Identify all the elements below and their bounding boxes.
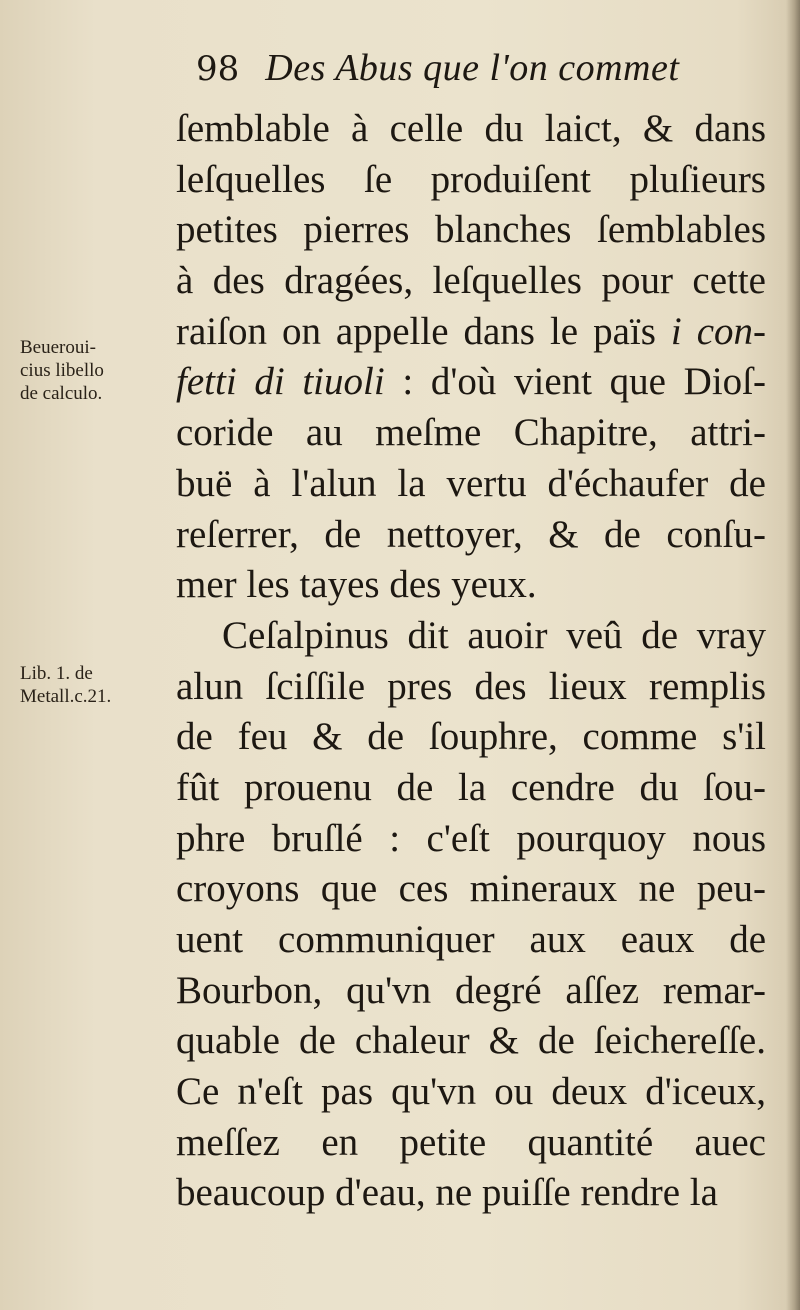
page-number: 98 [196,49,240,89]
text-line [176,966,766,1017]
margin-note-line: Beueroui- [20,337,96,358]
line-text: alun ſciſſile pres des lieux remplis [176,664,766,708]
text-line [176,408,766,459]
line-text: fût prouenu de la cendre du ſou- [176,765,766,809]
line-text: ſemblable à celle du laict, & dans [176,107,766,150]
margin-note-line: de calculo. [20,383,103,404]
text-line [176,712,766,763]
line-text: petites pierres blanches ſemblables [176,208,766,252]
text-line [176,560,766,611]
line-text: Ceſalpinus dit auoir veû de vray [222,613,766,657]
running-title: Des Abus que l'on commet [265,47,680,89]
line-text: uent communiquer aux eaux de [176,918,766,961]
line-text: Bourbon, qu'vn degré aſſez remar- [176,968,766,1012]
line-text: à des dragées, leſquelles pour cette [176,259,766,303]
italic-phrase: i con- [670,309,766,353]
line-text: coride au meſme Chapitre, attri- [176,411,766,455]
text-line [176,814,766,865]
text-line [176,510,766,561]
text-line [176,611,766,662]
margin-note-line: cius libello [20,360,104,381]
margin-note [20,662,180,708]
page-edge-shadow [786,0,800,1310]
body-text [176,104,766,1219]
line-text: raiſon on appelle dans le païs [176,309,671,353]
text-line [176,256,766,307]
text-line [176,205,766,256]
line-text: quable de chaleur & de ſeichereſſe. [176,1019,766,1063]
line-text: de feu & de ſouphre, comme s'il [176,715,766,759]
line-text: meſſez en petite quantité auec [176,1120,766,1164]
line-text: beaucoup d'eau, ne puiſſe rendre la [176,1171,718,1215]
margin-note-line: Lib. 1. de [20,663,93,684]
text-line [176,104,766,155]
line-text: mer les tayes des yeux. [176,563,537,607]
text-line [176,662,766,713]
line-text: : d'où vient que Dioſ- [384,360,766,404]
text-line [176,915,766,966]
text-line [176,1067,766,1118]
text-line [176,357,766,408]
text-line [176,155,766,206]
margin-note-line: Metall.c.21. [20,686,112,707]
text-line [176,864,766,915]
line-text: reſerrer, de nettoyer, & de conſu- [176,512,766,556]
line-text: buë à l'alun la vertu d'échaufer de [176,461,766,505]
text-line [176,307,766,358]
text-line [176,1168,766,1219]
text-line [176,1016,766,1067]
margin-note [20,336,180,405]
text-line [176,459,766,510]
text-line [176,1118,766,1169]
italic-phrase: fetti di tiuoli [176,360,385,404]
line-text: Ce n'eſt pas qu'vn ou deux d'iceux, [176,1070,766,1114]
line-text: leſquelles ſe produiſent pluſieurs [176,157,766,201]
line-text: phre bruſlé : c'eſt pourquoy nous [176,816,766,860]
line-text: croyons que ces mineraux ne peu- [176,867,766,911]
page-header [196,46,756,102]
text-line [176,763,766,814]
